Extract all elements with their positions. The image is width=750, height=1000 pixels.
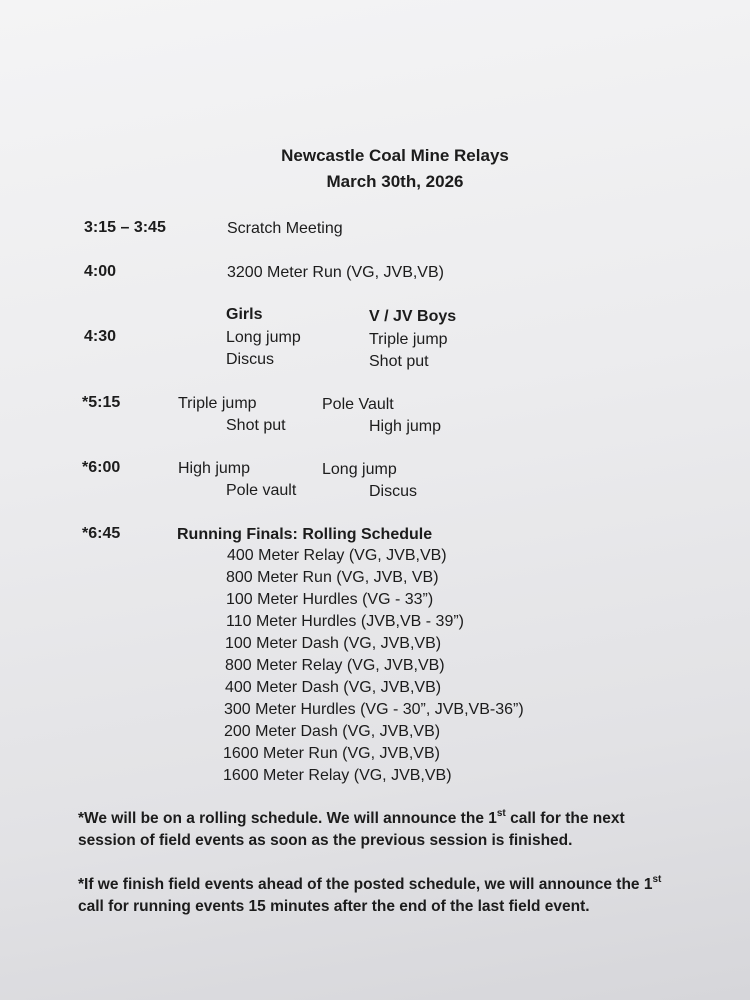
note-text: session of field events as soon as the previous session is finished. <box>78 832 573 849</box>
session-2-boys-event: High jump <box>369 418 442 435</box>
running-event: 1600 Meter Run (VG, JVB,VB) <box>223 745 440 762</box>
session-2-girls-event: Shot put <box>226 417 286 434</box>
running-event: 400 Meter Dash (VG, JVB,VB) <box>225 679 442 696</box>
note-superscript: st <box>652 873 662 885</box>
time-scratch: 3:15 – 3:45 <box>84 219 166 236</box>
note-text: call for the next <box>505 810 625 827</box>
field-events-note <box>78 874 698 918</box>
girls-header: Girls <box>226 306 263 323</box>
running-event: 100 Meter Hurdles (VG - 33”) <box>226 591 434 608</box>
session-1-boys-event: Shot put <box>369 353 429 370</box>
document-date: March 30th, 2026 <box>326 172 464 191</box>
rolling-schedule-note <box>78 808 698 852</box>
time-session-1: 4:30 <box>84 328 117 345</box>
event-scratch: Scratch Meeting <box>227 220 343 237</box>
event-3200: 3200 Meter Run (VG, JVB,VB) <box>227 264 444 281</box>
running-event: 800 Meter Run (VG, JVB, VB) <box>226 569 439 586</box>
session-1-girls-event: Long jump <box>226 329 301 346</box>
note-text: *We will be on a rolling schedule. We will announce the 1 <box>78 810 497 827</box>
boys-header: V / JV Boys <box>369 308 457 325</box>
session-1-girls-event: Discus <box>226 351 275 368</box>
time-3200: 4:00 <box>84 263 117 280</box>
session-2-girls-event: Triple jump <box>178 395 257 412</box>
time-session-3: *6:00 <box>82 459 121 476</box>
running-event: 1600 Meter Relay (VG, JVB,VB) <box>223 767 452 784</box>
running-event: 400 Meter Relay (VG, JVB,VB) <box>227 547 447 564</box>
running-event: 800 Meter Relay (VG, JVB,VB) <box>225 657 445 674</box>
running-event: 200 Meter Dash (VG, JVB,VB) <box>224 723 441 740</box>
time-running-finals: *6:45 <box>82 525 121 542</box>
time-session-2: *5:15 <box>82 394 121 411</box>
session-3-boys-event: Discus <box>369 483 418 500</box>
session-3-girls-event: High jump <box>178 460 251 477</box>
note-superscript: st <box>496 807 506 819</box>
session-2-boys-event: Pole Vault <box>322 396 394 413</box>
running-finals-heading: Running Finals: Rolling Schedule <box>177 526 433 543</box>
note-text: *If we finish field events ahead of the posted schedule, we will announce the 1 <box>78 876 653 893</box>
session-3-boys-event: Long jump <box>322 461 397 478</box>
running-event: 110 Meter Hurdles (JVB,VB - 39”) <box>226 613 465 630</box>
document-title: Newcastle Coal Mine Relays <box>281 146 509 165</box>
running-event: 100 Meter Dash (VG, JVB,VB) <box>225 635 442 652</box>
note-text: call for running events 15 minutes after the end of the last field event. <box>78 898 590 915</box>
session-1-boys-event: Triple jump <box>369 331 448 348</box>
running-event: 300 Meter Hurdles (VG - 30”, JVB,VB-36”) <box>224 701 524 718</box>
session-3-girls-event: Pole vault <box>226 482 297 499</box>
